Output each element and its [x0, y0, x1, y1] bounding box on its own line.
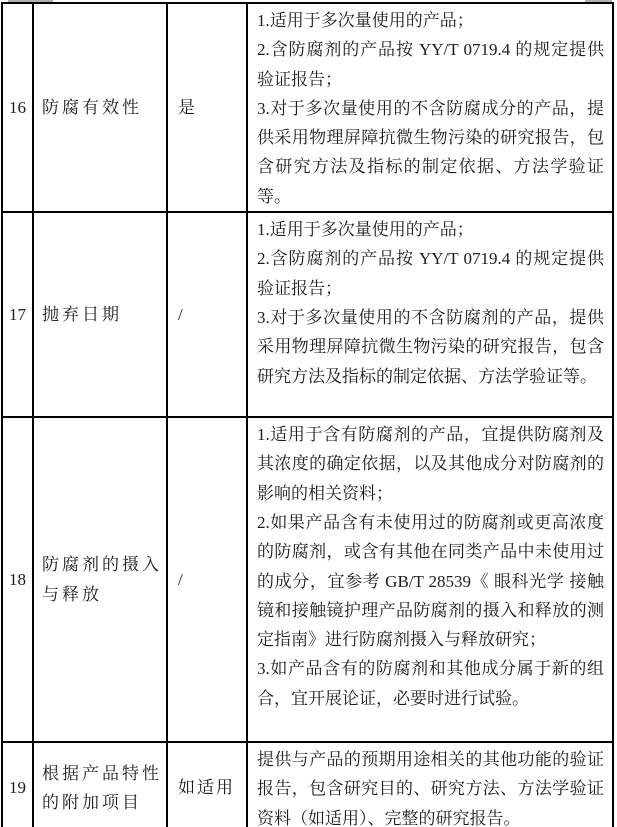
row-number-cell: 16: [2, 3, 33, 212]
row-number-cell: 19: [2, 742, 33, 827]
row-number-cell: 18: [2, 417, 33, 742]
row-number-cell: 17: [2, 212, 33, 417]
requirements-cell: [247, 742, 613, 827]
item-name-cell: 根据产品特性的附加项目: [33, 742, 167, 827]
requirement-paragraph: 1.适用于多次量使用的产品；: [257, 220, 474, 240]
requirement-paragraph: 3.如产品含有的防腐剂和其他成分属于新的组合，宜开展论证，必要时进行试验。: [257, 659, 604, 708]
requirements-cell: [247, 417, 613, 742]
requirement-paragraph: 2.含防腐剂的产品按 YY/T 0719.4 的规定提供验证报告；: [257, 249, 604, 298]
requirements-cell: [247, 212, 613, 417]
applicable-cell: 如适用: [167, 742, 247, 827]
applicable-cell: /: [167, 212, 247, 417]
requirements-table: [1, 2, 614, 827]
table-row-19: [2, 742, 613, 827]
item-name-cell: 防腐剂的摄入与释放: [33, 417, 167, 742]
requirement-paragraph: 3.对于多次量使用的不含防腐剂的产品，提供采用物理屏障抗微生物污染的研究报告，包含研究方法及指标的制定依据、方法学验证等。: [257, 307, 604, 386]
item-name-cell: 抛弃日期: [33, 212, 167, 417]
requirement-paragraph: 3.对于多次量使用的不含防腐成分的产品，提供采用物理屏障抗微生物污染的研究报告，包含研究方法及指标的制定依据、方法学验证等。: [257, 98, 604, 206]
requirement-paragraph: 2.含防腐剂的产品按 YY/T 0719.4 的规定提供验证报告；: [257, 40, 604, 89]
requirement-paragraph: 2.如果产品含有未使用过的防腐剂或更高浓度的防腐剂，或含有其他在同类产品中未使用过的成分，宜参考 GB/T 28539《 眼科光学 接触镜和接触镜护理产品防腐剂的摄入和释放的测定指南》进行防腐剂摄入与释放研究；: [257, 512, 604, 650]
applicable-cell: /: [167, 417, 247, 742]
requirement-paragraph: 1.适用于多次量使用的产品；: [257, 11, 474, 30]
item-name-cell: 防腐有效性: [33, 3, 167, 212]
table-row-17: [2, 212, 613, 417]
table-row-16: [2, 3, 613, 212]
requirement-paragraph: 1.适用于含有防腐剂的产品，宜提供防腐剂及其浓度的确定依据，以及其他成分对防腐剂的影响的相关资料；: [257, 425, 604, 503]
applicable-cell: 是: [167, 3, 247, 212]
table-row-18: [2, 417, 613, 742]
requirement-paragraph: 提供与产品的预期用途相关的其他功能的验证报告，包含研究目的、研究方法、方法学验证资料（如适用）、完整的研究报告。: [257, 750, 604, 827]
requirements-cell: [247, 3, 613, 212]
